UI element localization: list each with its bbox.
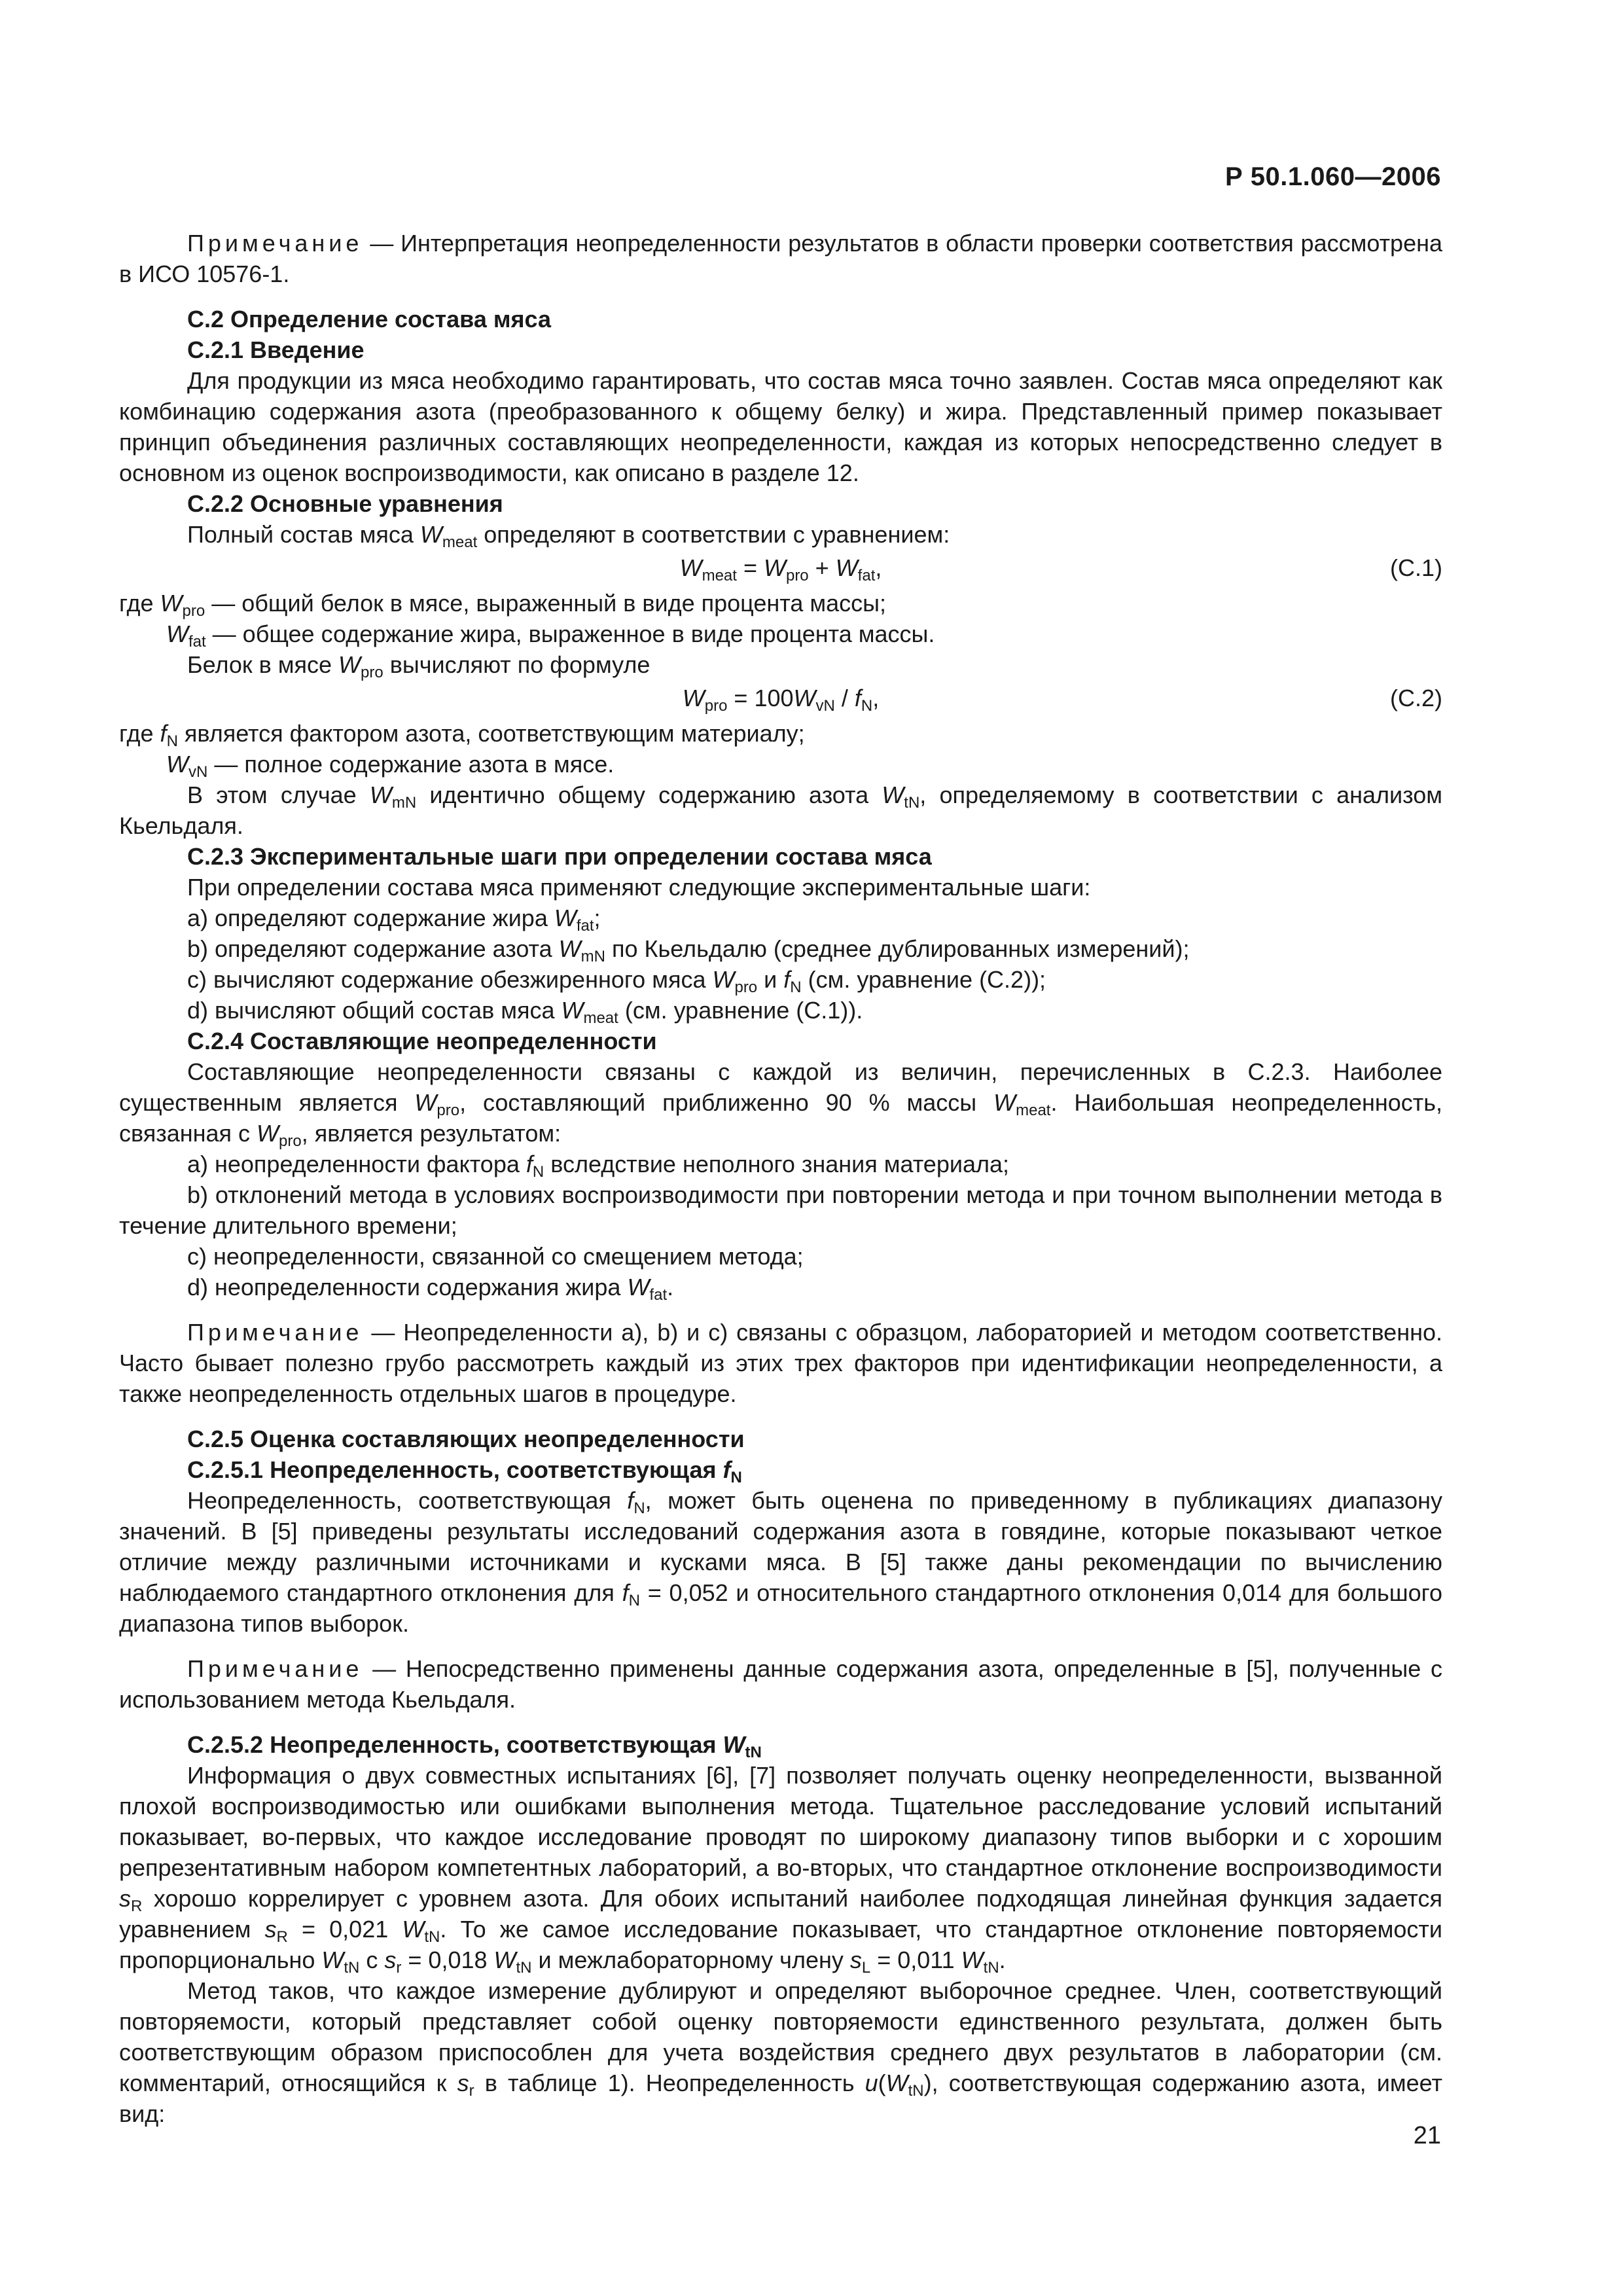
paragraph-c252-1: Информация о двух совместных испытаниях [6], [7] позволяет получать оценку неопределенности, вызванной плохой воспроизводимостью или ошибками выполнения метода. Тщательное расследование условий испытаний показывает, во-первых, что каждое исследование проводят по широкому диапазону типов выборки и с хорошим репрезентативным набором компетентных лабораторий, а во-вторых, что стандартное отклонение воспроизводимости $s_R$ хорошо коррелирует с уровнем азота. Для обоих испытаний наиболее подходящая линейная функция задается уравнением $s_R = 0,021$ $W_{tN}$. То же самое исследование показывает, что стандартное отклонение повторяемости пропорционально $W_{tN}$ с $s_r = 0,018$ $W_{tN}$ и межлабораторному члену $s_L = 0,011$ $W_{tN}$. xyxy=(119,1762,1442,1977)
equation-c2 xyxy=(119,680,1442,718)
heading-c252: С.2.5.2 Неопределенность, соответствующая $W_{tN}$ xyxy=(187,1731,762,1761)
equation-c1-number: (С.1) xyxy=(1390,554,1442,581)
list-item: d) неопределенности содержания жира $W_{fat}$. xyxy=(187,1274,674,1304)
heading-c251: С.2.5.1 Неопределенность, соответствующая $f_N$ xyxy=(187,1456,742,1486)
list-item: a) определяют содержание жира $W_{fat}$; xyxy=(187,905,601,935)
list-item: a) неопределенности фактора $f_N$ вследствие неполного знания материала; xyxy=(187,1151,1010,1181)
list-item: c) вычисляют содержание обезжиренного мяса $W_{pro}$ и $f_N$ (см. уравнение (С.2)); xyxy=(187,966,1046,996)
equation-c1-formula: $W_{meat} = W_{pro} + W_{fat}$, xyxy=(679,554,882,584)
heading-c24: С.2.4 Составляющие неопределенности xyxy=(187,1028,657,1054)
list-item: b) определяют содержание азота $W_{mN}$ по Кьельдалю (среднее дублированных измерений); xyxy=(187,935,1190,965)
heading-c21: С.2.1 Введение xyxy=(187,336,365,363)
paragraph-c22-intro: Полный состав мяса $W_{meat}$ определяют в соответствии с уравнением: xyxy=(187,521,950,551)
list-c23 xyxy=(119,903,1442,1026)
list-item: b) отклонений метода в условиях воспроизводимости при повторении метода и при точном выполнении метода в течение длительного времени; xyxy=(119,1181,1442,1239)
page-content xyxy=(119,228,1442,2129)
note-1: Примечание — Интерпретация неопределенности результатов в области проверки соответствия рассмотрена в ИСО 10576-1. xyxy=(119,230,1442,287)
equation-c2-number: (С.2) xyxy=(1390,685,1442,711)
heading-c2: С.2 Определение состава мяса xyxy=(187,306,551,332)
heading-c25: С.2.5 Оценка составляющих неопределенности xyxy=(187,1426,745,1452)
list-item: d) вычисляют общий состав мяса $W_{meat}$ (см. уравнение (С.1)). xyxy=(187,997,863,1027)
document-code: Р 50.1.060—2006 xyxy=(1225,162,1441,191)
equation-c1 xyxy=(119,550,1442,588)
where-wpro: где $W_{pro}$ — общий белок в мясе, выраженный в виде процента массы; xyxy=(119,590,887,620)
paragraph-c23-intro: При определении состава мяса применяют следующие экспериментальные шаги: xyxy=(187,874,1091,901)
page-number: 21 xyxy=(1413,2122,1441,2149)
note-2: Примечание — Неопределенности a), b) и c) связаны с образцом, лабораторией и методом соответственно. Часто бывает полезно грубо рассмотреть каждый из этих трех факторов при идентификации неопределенности, а также неопределенность отдельных шагов в процедуре. xyxy=(119,1319,1442,1407)
heading-c22: С.2.2 Основные уравнения xyxy=(187,490,503,517)
paragraph-protein: Белок в мясе $W_{pro}$ вычисляют по формуле xyxy=(187,651,651,681)
where-wvn: $W_{vN}$ — полное содержание азота в мясе. xyxy=(166,751,615,781)
paragraph-c251: Неопределенность, соответствующая $f_N$, может быть оценена по приведенному в публикациях диапазону значений. В [5] приведены результаты исследований содержания азота в говядине, которые показывают четкое отличие между различными источниками и кусками мяса. В [5] также даны рекомендации по вычислению наблюдаемого стандартного отклонения для $f_N = 0,052$ и относительного стандартного отклонения 0,014 для большого диапазона типов выборок. xyxy=(119,1487,1442,1637)
paragraph-c21: Для продукции из мяса необходимо гарантировать, что состав мяса точно заявлен. Состав мяса определяют как комбинацию содержания азота (преобразованного к общему белку) и жира. Представленный пример показывает принцип объединения различных составляющих неопределенности, каждая из которых непосредственно следует в основном из оценок воспроизводимости, как описано в разделе 12. xyxy=(119,367,1442,486)
equation-c2-formula: $W_{pro} = 100W_{vN} / f_N$, xyxy=(682,685,880,715)
list-c24 xyxy=(119,1149,1442,1302)
heading-c23: С.2.3 Экспериментальные шаги при определении состава мяса xyxy=(187,843,932,870)
note-3: Примечание — Непосредственно применены данные содержания азота, определенные в [5], полученные с использованием метода Кьельдаля. xyxy=(119,1655,1442,1713)
paragraph-c252-2: Метод таков, что каждое измерение дублируют и определяют выборочное среднее. Член, соответствующий повторяемости, который представляет собой оценку повторяемости единственного результата, должен быть соответствующим образом приспособлен для учета воздействия среднего двух результатов в лаборатории (см. комментарий, относящийся к $s_r$ в таблице 1). Неопределенность $u(W_{tN})$, соответствующая содержанию азота, имеет вид: xyxy=(119,1977,1442,2127)
list-item: c) неопределенности, связанной со смещением метода; xyxy=(187,1243,804,1270)
where-fn: где $f_N$ является фактором азота, соответствующим материалу; xyxy=(119,720,805,750)
where-wfat: $W_{fat}$ — общее содержание жира, выраженное в виде процента массы. xyxy=(166,620,935,651)
paragraph-c24: Составляющие неопределенности связаны с каждой из величин, перечисленных в С.2.3. Наиболее существенным является $W_{pro}$, составляющий приближенно 90 % массы $W_{meat}$. Наибольшая неопределенность, связанная с $W_{pro}$, является результатом: xyxy=(119,1058,1443,1150)
paragraph-kjeldahl: В этом случае $W_{mN}$ идентично общему содержанию азота $W_{tN}$, определяемому в соответствии с анализом Кьельдаля. xyxy=(119,781,1442,839)
